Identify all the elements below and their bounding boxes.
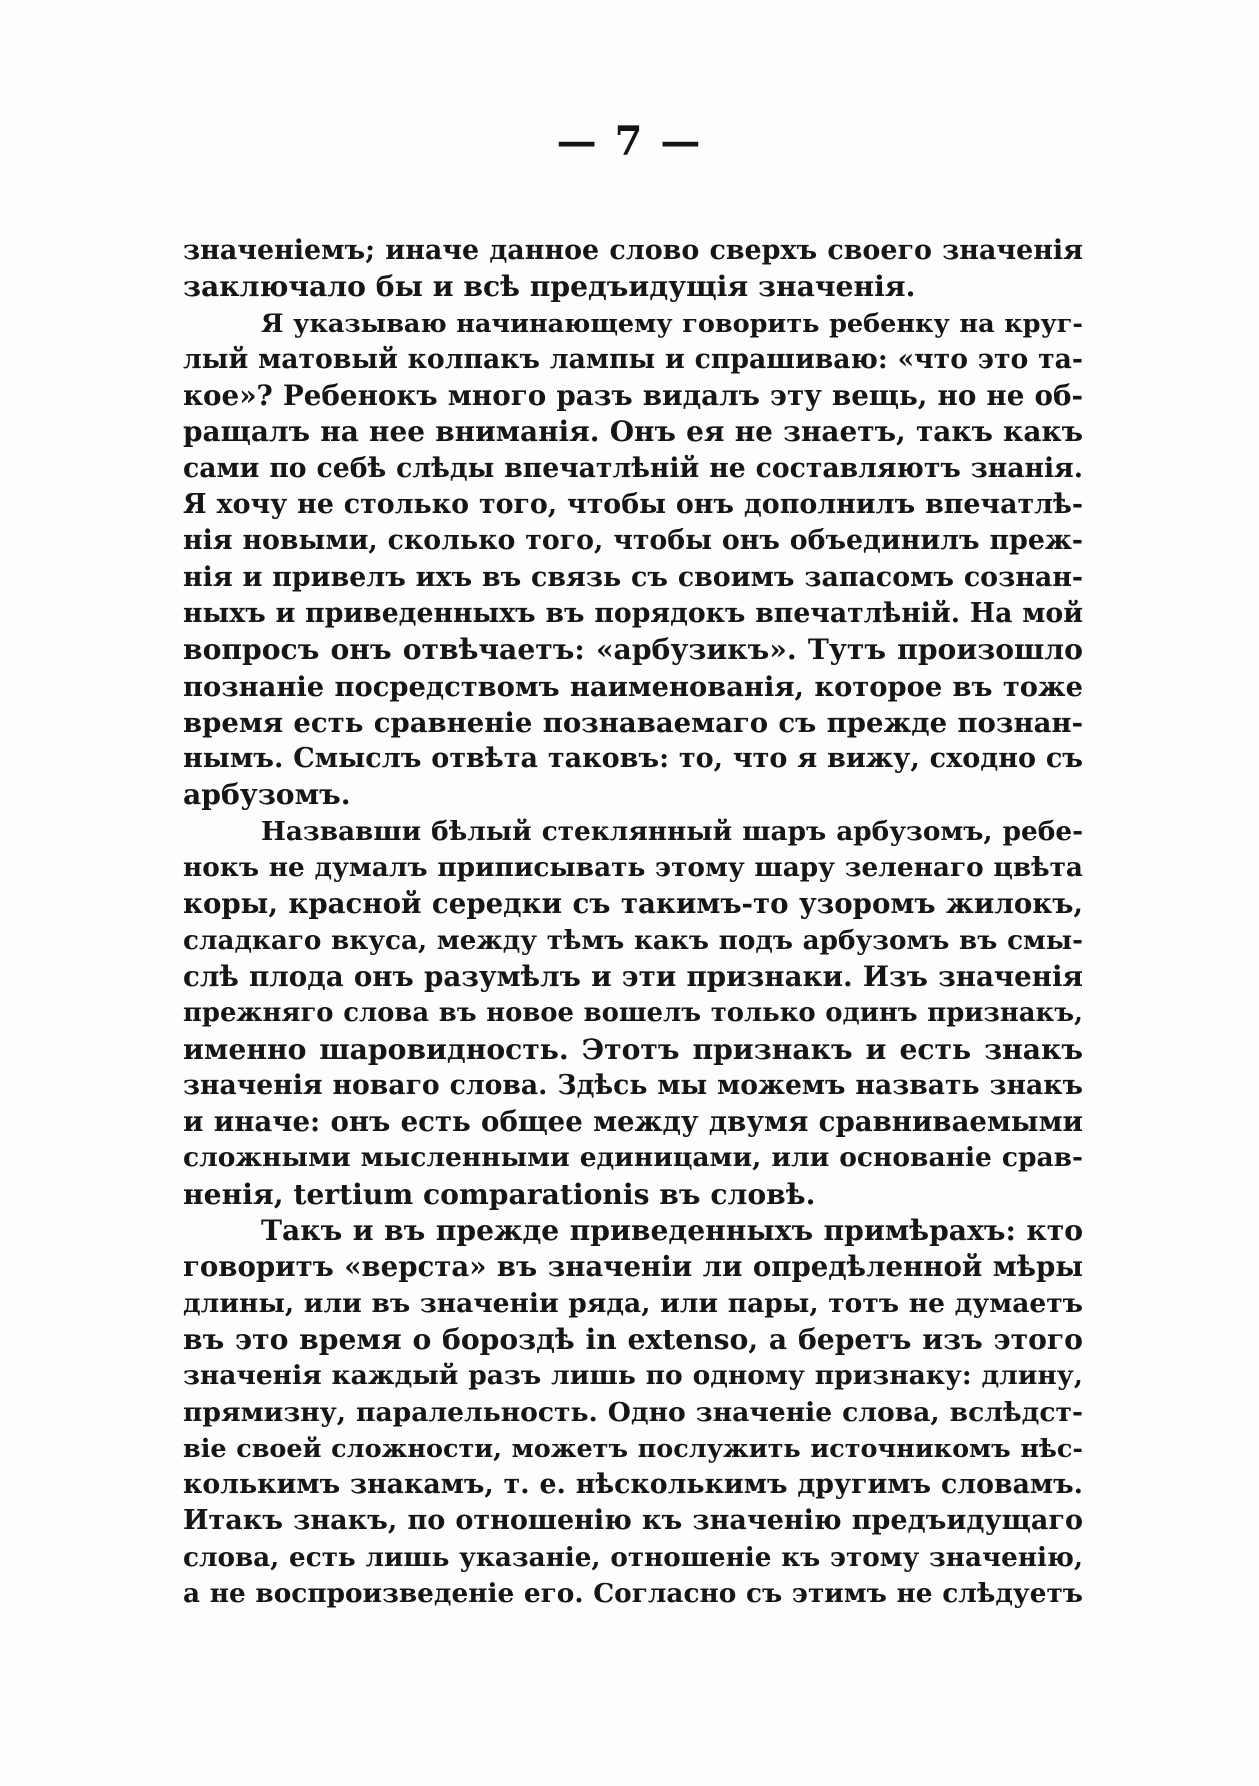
text-line: прямизну, паралельность. Одно значеніе слова, вслѣдст-: [183, 1396, 1083, 1428]
text-line: колькимъ знакамъ, т. е. нѣсколькимъ другимъ словамъ.: [183, 1469, 1083, 1501]
text-line: Я указываю начинающему говорить ребенку на круг-: [261, 308, 1083, 339]
text-line: прежняго слова въ новое вошелъ только одинъ признакъ,: [183, 998, 1083, 1029]
text-line: нымъ. Смыслъ отвѣта таковъ: то, что я вижу, сходно съ: [183, 743, 1083, 775]
text-line: именно шаровидность. Этотъ признакъ и есть знакъ: [183, 1032, 1083, 1066]
text-line: ращалъ на нее вниманія. Онъ ея не знаетъ, такъ какъ: [183, 415, 1083, 449]
text-line: сложными мысленными единицами, или основаніе срав-: [183, 1142, 1083, 1174]
text-line: познаніе посредствомъ наименованія, которое въ тоже: [183, 670, 1083, 703]
text-line: значеніемъ; иначе данное слово сверхъ своего значенія: [183, 235, 1083, 266]
paragraph-2: [183, 306, 1083, 814]
text-line: Итакъ знакъ, по отношенію къ значенію предъидущаго: [183, 1505, 1083, 1537]
text-line: Назвавши бѣлый стеклянный шаръ арбузомъ, ребе-: [261, 815, 1083, 847]
text-line: кое»? Ребенокъ много разъ видалъ эту вещь, но не об-: [183, 379, 1083, 413]
text-line: а не воспроизведеніе его. Согласно съ этимъ не слѣдуетъ: [183, 1577, 1083, 1609]
text-line: лый матовый колпакъ лампы и спрашиваю: «что это та-: [183, 343, 1083, 375]
text-line: вопросъ онъ отвѣчаетъ: «арбузикъ». Тутъ произошло: [183, 633, 1083, 667]
text-line: коры, красной середки съ такимъ-то узоромъ жилокъ,: [183, 887, 1083, 921]
text-line: Такъ и въ прежде приведенныхъ примѣрахъ: кто: [261, 1214, 1083, 1248]
paragraph-1: [183, 233, 1083, 306]
text-line: значенія каждый разъ лишь по одному признаку: длину,: [183, 1360, 1083, 1392]
text-line: нія и привелъ ихъ въ связь съ своимъ запасомъ сознан-: [183, 561, 1083, 593]
text-line: и иначе: онъ есть общее между двумя сравниваемыми: [183, 1105, 1083, 1139]
text-line: віе своей сложности, можетъ послужить источникомъ нѣс-: [183, 1433, 1083, 1464]
page-number: — 7 —: [556, 118, 703, 165]
text-line: въ это время о бороздѣ in extenso, а беретъ изъ этого: [183, 1322, 1083, 1356]
text-line: слова, есть лишь указаніе, отношеніе къ этому значенію,: [183, 1541, 1083, 1573]
text-line: сладкаго вкуса, между тѣмъ какъ подъ арбузомъ въ смы-: [183, 924, 1083, 956]
text-line: сами по себѣ слѣды впечатлѣній не составляютъ знанія.: [183, 452, 1083, 484]
text-line: значенія новаго слова. Здѣсь мы можемъ назвать знакъ: [183, 1069, 1083, 1101]
text-line: говоритъ «верста» въ значеніи ли опредѣленной мѣры: [183, 1250, 1083, 1284]
text-line: нокъ не думалъ приписывать этому шару зеленаго цвѣта: [183, 852, 1083, 884]
text-line: ненія, tertium comparationis въ словѣ.: [183, 1177, 816, 1211]
text-line: нія новыми, сколько того, чтобы онъ объединилъ преж-: [183, 525, 1083, 557]
body-text: [183, 233, 1083, 1612]
text-line: заключало бы и всѣ предъидущія значенія.: [183, 270, 916, 304]
text-line: Я хочу не столько того, чтобы онъ дополнилъ впечатлѣ-: [183, 489, 1083, 521]
text-line: арбузомъ.: [183, 778, 351, 812]
paragraph-4: [183, 1213, 1083, 1612]
text-line: слѣ плода онъ разумѣлъ и эти признаки. Изъ значенія: [183, 959, 1083, 993]
text-line: время есть сравненіе познаваемаго съ прежде познан-: [183, 706, 1083, 739]
paragraph-3: [183, 814, 1083, 1213]
text-line: длины, или въ значеніи ряда, или пары, тотъ не думаетъ: [183, 1287, 1083, 1319]
text-line: ныхъ и приведенныхъ въ порядокъ впечатлѣній. На мой: [183, 597, 1083, 629]
